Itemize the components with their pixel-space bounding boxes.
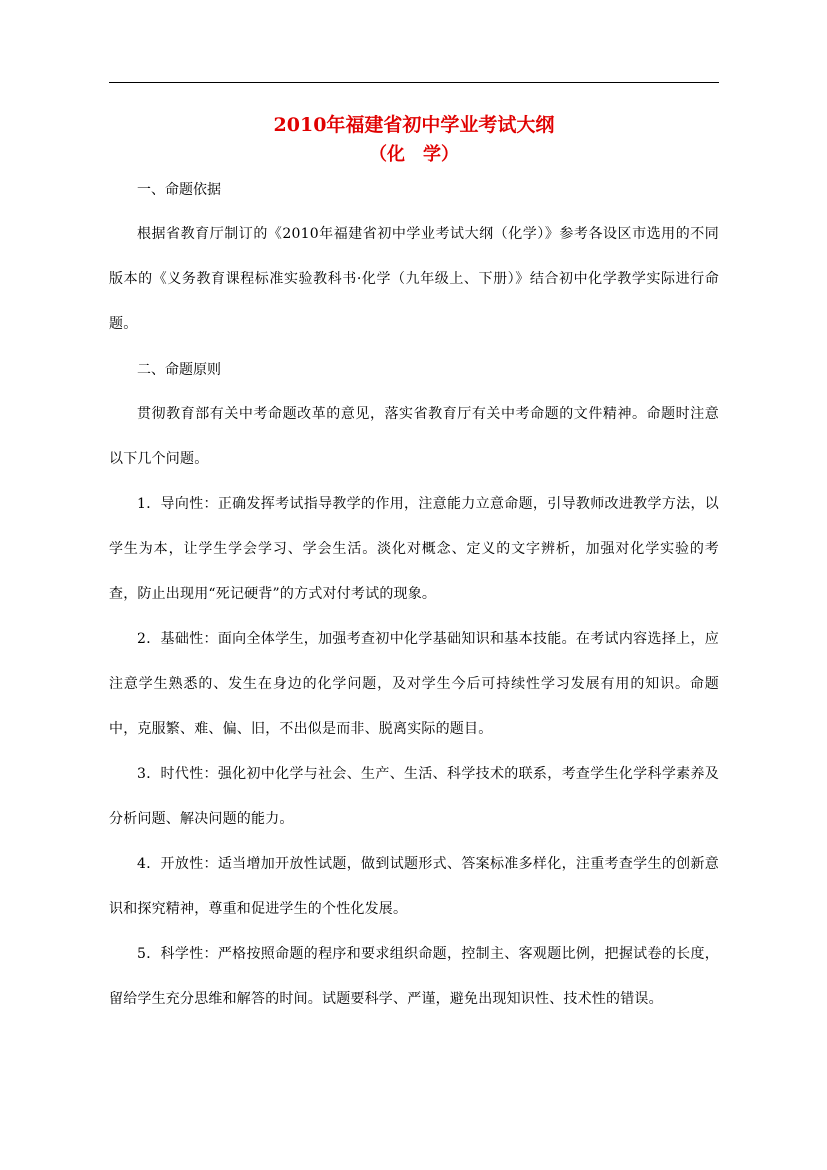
list-item: 1．导向性：正确发挥考试指导教学的作用，注意能力立意命题，引导教师改进教学方法，以学生为本，让学生学会学习、学会生活。淡化对概念、定义的文字辨析，加强对化学实验的考查，防止出现用“死记硬背”的方式对付考试的现象。 — [109, 496, 719, 602]
header-rule — [109, 82, 719, 83]
section-body-basis — [109, 212, 719, 347]
list-item: 5．科学性：严格按照命题的程序和要求组织命题，控制主、客观题比例，把握试卷的长度，留给学生充分思维和解答的时间。试题要科学、严谨，避免出现知识性、技术性的错误。 — [109, 946, 719, 1007]
document-subtitle: （化 学） — [369, 144, 459, 165]
list-item: 4．开放性：适当增加开放性试题，做到试题形式、答案标准多样化，注重考查学生的创新意识和探究精神，尊重和促进学生的个性化发展。 — [109, 856, 719, 917]
section-heading-principles: 二、命题原则 — [137, 362, 221, 378]
section-heading-basis: 一、命题依据 — [137, 182, 221, 198]
list-item: 3．时代性：强化初中化学与社会、生产、生活、科学技术的联系，考查学生化学科学素养及分析问题、解决问题的能力。 — [109, 766, 719, 827]
document-title: 2010年福建省初中学业考试大纲 — [273, 114, 555, 136]
paragraph: 根据省教育厅制订的《2010年福建省初中学业考试大纲（化学）》参考各设区市选用的不同版本的《义务教育课程标准实验教科书·化学（九年级上、下册）》结合初中化学教学实际进行命题。 — [109, 226, 719, 332]
paragraph: 贯彻教育部有关中考命题改革的意见，落实省教育厅有关中考命题的文件精神。命题时注意以下几个问题。 — [109, 406, 719, 467]
section-body-principles — [109, 392, 719, 1022]
list-item: 2．基础性：面向全体学生，加强考查初中化学基础知识和基本技能。在考试内容选择上，应注意学生熟悉的、发生在身边的化学问题，及对学生今后可持续性学习发展有用的知识。命题中，克服繁、难、偏、旧，不出似是而非、脱离实际的题目。 — [109, 631, 719, 737]
